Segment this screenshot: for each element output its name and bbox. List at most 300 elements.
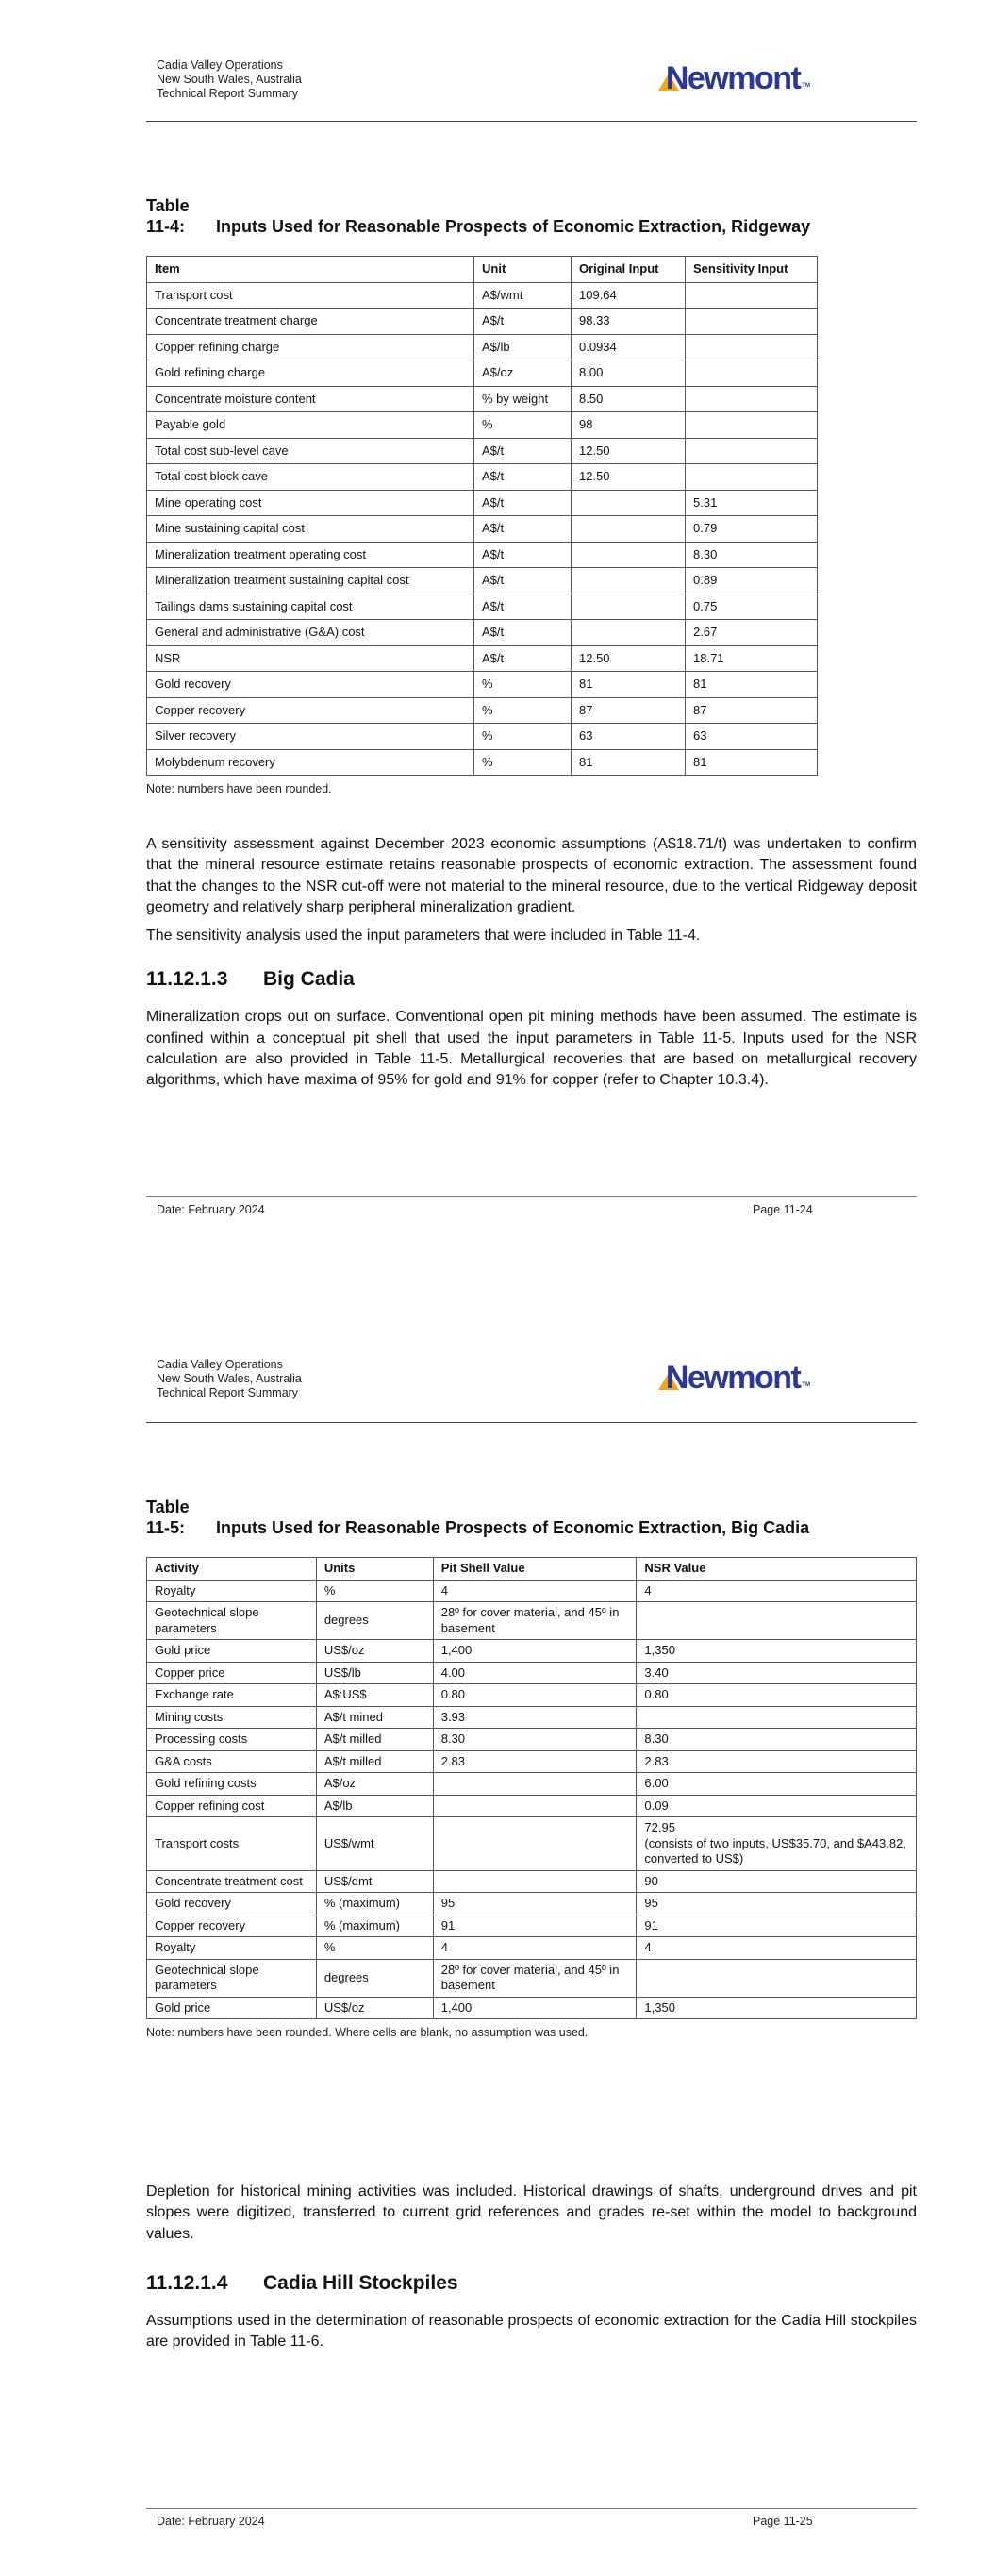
header-line: Cadia Valley Operations xyxy=(157,59,283,72)
table-title xyxy=(146,1497,917,1538)
cell-text: A$/t xyxy=(482,313,505,327)
table-cell xyxy=(147,1817,317,1871)
paragraph: Mineralization crops out on surface. Conventional open pit mining methods have been assumed. The estimate is confined within a conceptual pit shell that used the input parameters in Table 11-5. Inputs used for the NSR calculation are also provided in Table 11-5. Metallurgical recoveries that are based on metallurgical recovery algorithms, which have maxima of 95% for gold and 91% for copper (refer to Chapter 10.3.4). xyxy=(146,1009,917,1089)
table-cell xyxy=(474,594,572,620)
cell-text: Transport costs xyxy=(155,1835,240,1850)
big-cadia-inputs-table xyxy=(146,1557,917,2019)
table-row xyxy=(147,672,818,698)
table-cell xyxy=(686,438,818,464)
cell-text: 109.64 xyxy=(579,287,617,302)
table-cell xyxy=(147,568,474,594)
cell-text: Mineralization treatment sustaining capital cost xyxy=(155,573,409,587)
table-row xyxy=(147,412,818,439)
table-cell xyxy=(686,490,818,516)
table-cell xyxy=(147,412,474,439)
table-row xyxy=(147,1870,917,1893)
table-cell xyxy=(433,1662,637,1684)
logo-text: Newmont xyxy=(665,1360,801,1396)
cell-text: A$/t xyxy=(482,494,505,510)
table-cell xyxy=(686,309,818,335)
cell-text: Copper refining charge xyxy=(155,339,280,354)
table-cell xyxy=(686,568,818,594)
column-header: Sensitivity Input xyxy=(686,257,818,283)
table-cell xyxy=(474,645,572,672)
table-cell xyxy=(637,1602,917,1640)
cell-text: 98.33 xyxy=(579,313,610,327)
table-cell xyxy=(433,1706,637,1729)
footer-divider xyxy=(146,2508,917,2509)
table-row xyxy=(147,1662,917,1684)
table-cell xyxy=(316,1729,433,1751)
cell-text: degrees xyxy=(323,1969,369,1984)
cell-text: 0.80 xyxy=(440,1687,466,1701)
table-title xyxy=(146,195,917,237)
table-cell xyxy=(572,697,686,724)
footer-date: Date: February 2024 xyxy=(157,2515,265,2528)
cell-text: Payable gold xyxy=(155,417,226,431)
section-number: 11.12.1.4 xyxy=(146,2271,228,2294)
table-cell xyxy=(316,1640,433,1663)
table-cell xyxy=(474,568,572,594)
table-cell xyxy=(147,1870,317,1893)
footer-page-number: Page 11-24 xyxy=(753,1203,813,1216)
table-cell xyxy=(147,386,474,412)
table-cell xyxy=(147,464,474,491)
cell-text: Concentrate treatment charge xyxy=(155,313,318,327)
table-row xyxy=(147,1706,917,1729)
cell-text: 91 xyxy=(440,1917,456,1932)
table-row xyxy=(147,360,818,387)
cell-text: 0.75 xyxy=(693,598,718,613)
cell-text: 2.67 xyxy=(693,625,718,639)
table-cell xyxy=(316,1684,433,1707)
cell-text: 95 xyxy=(440,1896,456,1910)
table-cell xyxy=(147,516,474,543)
table-cell xyxy=(686,542,818,568)
table-cell xyxy=(316,1959,433,1997)
table-cell xyxy=(572,464,686,491)
header-line: New South Wales, Australia xyxy=(157,1372,302,1385)
cell-text: % xyxy=(482,754,493,769)
cell-text: Silver recovery xyxy=(155,728,236,743)
table-cell xyxy=(474,749,572,776)
table-cell xyxy=(147,1915,317,1937)
table-cell xyxy=(433,1750,637,1773)
cell-text: Gold price xyxy=(155,1999,211,2015)
cell-text: 6.00 xyxy=(644,1776,669,1790)
cell-text: % xyxy=(482,677,493,691)
table-cell xyxy=(316,1773,433,1796)
cell-text: 12.50 xyxy=(579,650,610,665)
logo-text: Newmont xyxy=(665,60,801,96)
cell-text: 4 xyxy=(440,1940,448,1954)
cell-text: Mine operating cost xyxy=(155,494,262,510)
column-header: NSR Value xyxy=(637,1558,917,1581)
section-heading xyxy=(146,967,917,992)
table-cell xyxy=(686,697,818,724)
column-header: Activity xyxy=(147,1558,317,1581)
table-cell xyxy=(316,1662,433,1684)
table-cell xyxy=(637,1640,917,1663)
table-cell xyxy=(474,672,572,698)
table-cell xyxy=(147,1959,317,1997)
logo-tm: TM xyxy=(802,83,810,89)
section-title: Cadia Hill Stockpiles xyxy=(263,2271,458,2294)
cell-text: 8.30 xyxy=(440,1731,466,1746)
table-cell xyxy=(433,1795,637,1817)
cell-text: % xyxy=(323,1582,336,1597)
table-cell xyxy=(433,1729,637,1751)
cell-text: 0.89 xyxy=(693,573,718,587)
table-cell xyxy=(316,1870,433,1893)
table-row xyxy=(147,1997,917,2019)
cell-text: A$/oz xyxy=(323,1776,357,1790)
table-cell xyxy=(147,1773,317,1796)
column-header: Pit Shell Value xyxy=(433,1558,637,1581)
table-number: Table 11-4: xyxy=(146,196,190,236)
cell-text: % xyxy=(482,702,493,717)
cell-text: 1,350 xyxy=(644,1999,675,2015)
table-cell xyxy=(637,1997,917,2019)
table-row xyxy=(147,1580,917,1602)
table-title-text: Inputs Used for Reasonable Prospects of Economic Extraction, Ridgeway xyxy=(216,217,811,236)
table-cell xyxy=(572,645,686,672)
cell-text: Copper refining cost xyxy=(155,1798,265,1813)
cell-text: 3.93 xyxy=(440,1709,466,1724)
cell-text: 0.0934 xyxy=(579,339,617,354)
table-row xyxy=(147,516,818,543)
cell-text: 0.79 xyxy=(693,521,718,535)
table-cell xyxy=(147,438,474,464)
table-cell xyxy=(474,386,572,412)
table-cell xyxy=(147,1729,317,1751)
cell-text: 8.50 xyxy=(579,391,604,406)
table-cell xyxy=(474,360,572,387)
table-cell xyxy=(572,620,686,646)
page-footer xyxy=(146,2489,917,2529)
cell-text: Geotechnical slope parameters xyxy=(155,1605,259,1635)
table-cell xyxy=(572,516,686,543)
cell-text: 81 xyxy=(693,754,707,769)
table-row xyxy=(147,1773,917,1796)
cell-text: 0.80 xyxy=(644,1687,669,1701)
table-cell xyxy=(637,1893,917,1915)
table-cell xyxy=(474,620,572,646)
cell-text: 63 xyxy=(579,728,593,743)
table-row xyxy=(147,542,818,568)
page-header-text xyxy=(157,1358,302,1400)
section-number: 11.12.1.3 xyxy=(146,968,228,991)
header-line: Cadia Valley Operations xyxy=(157,1358,283,1371)
header-line: New South Wales, Australia xyxy=(157,73,302,86)
table-cell xyxy=(316,1915,433,1937)
cell-text: A$/lb xyxy=(482,339,510,354)
table-row xyxy=(147,1684,917,1707)
cell-text: 1,350 xyxy=(644,1643,675,1657)
cell-text: Royalty xyxy=(155,1940,196,1954)
table-cell xyxy=(316,1580,433,1602)
table-cell xyxy=(474,334,572,360)
cell-text: A$/t xyxy=(482,521,505,535)
table-cell xyxy=(316,1817,433,1871)
cell-text: 2.83 xyxy=(440,1753,466,1768)
cell-text: 90 xyxy=(644,1873,658,1888)
table-cell xyxy=(147,360,474,387)
table-cell xyxy=(637,1915,917,1937)
cell-text: A$/t xyxy=(482,443,505,458)
cell-text: 63 xyxy=(693,728,707,743)
table-note: Note: numbers have been rounded. xyxy=(146,782,332,795)
table-cell xyxy=(433,1640,637,1663)
table-cell xyxy=(686,749,818,776)
cell-text: 95 xyxy=(644,1896,658,1910)
table-row xyxy=(147,645,818,672)
table-note: Note: numbers have been rounded. Where cells are blank, no assumption was used. xyxy=(146,2026,589,2039)
table-row xyxy=(147,1640,917,1663)
table-cell xyxy=(572,438,686,464)
newmont-logo xyxy=(658,60,810,96)
cell-text: 72.95 xyxy=(644,1820,675,1834)
cell-text: 18.71 xyxy=(693,650,724,665)
table-cell xyxy=(637,1817,917,1871)
cell-text: 91 xyxy=(644,1917,658,1932)
table-cell xyxy=(433,1915,637,1937)
table-number: Table 11-5: xyxy=(146,1497,190,1537)
page-footer xyxy=(146,1178,917,1217)
cell-text: % (maximum) xyxy=(323,1896,400,1910)
cell-text: degrees xyxy=(323,1613,369,1628)
table-row xyxy=(147,386,818,412)
table-cell xyxy=(147,490,474,516)
table-row xyxy=(147,1959,917,1997)
table-cell xyxy=(433,1937,637,1960)
column-header: Unit xyxy=(474,257,572,283)
cell-text: Transport cost xyxy=(155,287,233,302)
cell-text: 5.31 xyxy=(693,494,718,510)
table-row xyxy=(147,334,818,360)
cell-text: Molybdenum recovery xyxy=(155,754,275,769)
table-cell xyxy=(637,1937,917,1960)
table-cell xyxy=(433,1997,637,2019)
table-cell xyxy=(474,724,572,750)
table-row xyxy=(147,749,818,776)
table-cell xyxy=(686,724,818,750)
table-cell xyxy=(147,542,474,568)
table-cell xyxy=(572,542,686,568)
table-row xyxy=(147,697,818,724)
cell-text: 4.00 xyxy=(440,1664,466,1680)
table-cell xyxy=(147,594,474,620)
cell-text: Gold recovery xyxy=(155,1896,231,1910)
header-divider xyxy=(146,121,917,122)
ridgeway-inputs-table xyxy=(146,256,818,776)
cell-text: 81 xyxy=(579,677,593,691)
cell-text: 81 xyxy=(693,677,707,691)
table-row xyxy=(147,568,818,594)
cell-text: Concentrate treatment cost xyxy=(155,1873,303,1888)
paragraph: The sensitivity analysis used the input parameters that were included in Table 11-4. xyxy=(146,928,701,945)
table-header-row xyxy=(147,257,818,283)
table-row xyxy=(147,282,818,309)
table-cell xyxy=(686,334,818,360)
table-row xyxy=(147,620,818,646)
table-cell xyxy=(637,1870,917,1893)
cell-text: 28º for cover material, and 45º in basement xyxy=(440,1605,620,1635)
cell-text: 4 xyxy=(644,1582,652,1597)
cell-text: Copper recovery xyxy=(155,1917,246,1932)
table-cell xyxy=(474,490,572,516)
cell-text: 2.83 xyxy=(644,1753,669,1768)
cell-text: A$/wmt xyxy=(482,287,523,302)
cell-text: 87 xyxy=(579,702,593,717)
cell-text: 4 xyxy=(644,1940,652,1954)
cell-text: A$/t xyxy=(482,625,505,639)
table-cell xyxy=(686,594,818,620)
table-cell xyxy=(572,386,686,412)
table-cell xyxy=(572,334,686,360)
table-row xyxy=(147,1795,917,1817)
cell-text: 8.30 xyxy=(644,1731,669,1746)
table-cell xyxy=(147,309,474,335)
cell-text: 8.00 xyxy=(579,365,604,379)
cell-text: A$/t xyxy=(482,469,505,483)
table-row xyxy=(147,1937,917,1960)
cell-text: Processing costs xyxy=(155,1731,248,1746)
table-cell xyxy=(147,672,474,698)
cell-text: Gold recovery xyxy=(155,677,231,691)
cell-text: 98 xyxy=(579,417,593,431)
table-cell xyxy=(316,1795,433,1817)
cell-text: NSR xyxy=(155,650,181,665)
table-cell xyxy=(433,1870,637,1893)
table-cell xyxy=(316,1602,433,1640)
table-cell xyxy=(686,386,818,412)
table-cell xyxy=(147,334,474,360)
cell-text: US$/lb xyxy=(323,1664,361,1680)
cell-text: 1,400 xyxy=(440,1643,473,1657)
cell-text: Mineralization treatment operating cost xyxy=(155,546,367,561)
cell-text: US$/oz xyxy=(323,1643,365,1657)
cell-text: 87 xyxy=(693,702,707,717)
table-cell xyxy=(572,309,686,335)
table-cell xyxy=(637,1684,917,1707)
table-row xyxy=(147,1817,917,1871)
cell-text: US$/dmt xyxy=(323,1873,373,1888)
cell-text: Total cost block cave xyxy=(155,469,268,483)
page-header xyxy=(146,59,917,101)
table-cell xyxy=(686,672,818,698)
cell-text: A$/t milled xyxy=(323,1731,382,1746)
cell-text: Exchange rate xyxy=(155,1687,234,1701)
table-cell xyxy=(572,594,686,620)
cell-text: % (maximum) xyxy=(323,1917,400,1932)
table-cell xyxy=(147,620,474,646)
cell-text: General and administrative (G&A) cost xyxy=(155,625,365,639)
table-cell xyxy=(572,360,686,387)
column-header: Units xyxy=(316,1558,433,1581)
cell-text: Copper recovery xyxy=(155,702,246,717)
table-cell xyxy=(686,516,818,543)
cell-text: Gold price xyxy=(155,1643,211,1657)
section-heading xyxy=(146,2271,917,2296)
cell-text: 28º for cover material, and 45º in basement xyxy=(440,1962,620,1992)
table-cell xyxy=(147,1997,317,2019)
table-cell xyxy=(147,1706,317,1729)
cell-text: A$/t xyxy=(482,598,505,613)
cell-text: Royalty xyxy=(155,1582,196,1597)
table-row xyxy=(147,490,818,516)
table-row xyxy=(147,594,818,620)
cell-text: Mine sustaining capital cost xyxy=(155,521,305,535)
table-row xyxy=(147,1893,917,1915)
table-cell xyxy=(147,1937,317,1960)
cell-text: Total cost sub-level cave xyxy=(155,443,289,458)
table-cell xyxy=(433,1684,637,1707)
cell-text: Gold refining costs xyxy=(155,1776,257,1790)
cell-text: Concentrate moisture content xyxy=(155,391,316,406)
cell-text: Copper price xyxy=(155,1664,225,1680)
footer-page-number: Page 11-25 xyxy=(753,2515,813,2528)
cell-text: 12.50 xyxy=(579,469,610,483)
footer-divider xyxy=(146,1196,917,1197)
table-cell xyxy=(147,282,474,309)
table-cell xyxy=(474,464,572,491)
cell-text: % xyxy=(482,417,493,431)
paragraph: Assumptions used in the determination of reasonable prospects of economic extraction for the Cadia Hill stockpiles are provided in Table 11-6. xyxy=(146,2312,917,2350)
table-row xyxy=(147,1602,917,1640)
table-cell xyxy=(433,1602,637,1640)
table-row xyxy=(147,438,818,464)
table-cell xyxy=(147,1893,317,1915)
cell-text: A$/t milled xyxy=(323,1753,382,1768)
table-cell xyxy=(147,1684,317,1707)
table-cell xyxy=(637,1580,917,1602)
cell-text: A$:US$ xyxy=(323,1687,367,1701)
page-header-text xyxy=(157,59,302,101)
table-cell xyxy=(316,1937,433,1960)
table-cell xyxy=(147,724,474,750)
cell-text: % xyxy=(482,728,493,743)
table-cell xyxy=(686,464,818,491)
cell-text: % by weight xyxy=(482,391,549,406)
table-cell xyxy=(686,412,818,439)
table-cell xyxy=(147,697,474,724)
page-11-25 xyxy=(0,1340,995,2576)
table-cell xyxy=(637,1706,917,1729)
cell-text: A$/t xyxy=(482,546,505,561)
logo-tm: TM xyxy=(802,1382,810,1388)
table-cell xyxy=(637,1729,917,1751)
column-header: Original Input xyxy=(572,257,686,283)
table-cell xyxy=(572,672,686,698)
table-cell xyxy=(474,438,572,464)
table-cell xyxy=(316,1997,433,2019)
paragraph: A sensitivity assessment against December 2023 economic assumptions (A$18.71/t) was undertaken to confirm that the mineral resource estimate retains reasonable prospects of economic extraction. The assessment found that the changes to the NSR cut-off were not material to the mineral resource, due to the vertical Ridgeway deposit geometry and relatively sharp peripheral mineralization gradient. xyxy=(146,836,917,915)
table-cell xyxy=(637,1795,917,1817)
table-cell xyxy=(474,412,572,439)
table-cell xyxy=(147,1640,317,1663)
cell-text: 4 xyxy=(440,1582,448,1597)
table-cell xyxy=(572,282,686,309)
footer-date: Date: February 2024 xyxy=(157,1203,265,1216)
section-title: Big Cadia xyxy=(263,968,355,991)
table-cell xyxy=(686,360,818,387)
cell-text: Tailings dams sustaining capital cost xyxy=(155,598,353,613)
table-cell xyxy=(147,1602,317,1640)
header-divider xyxy=(146,1422,917,1423)
table-cell xyxy=(316,1706,433,1729)
cell-text: US$/wmt xyxy=(323,1835,374,1850)
